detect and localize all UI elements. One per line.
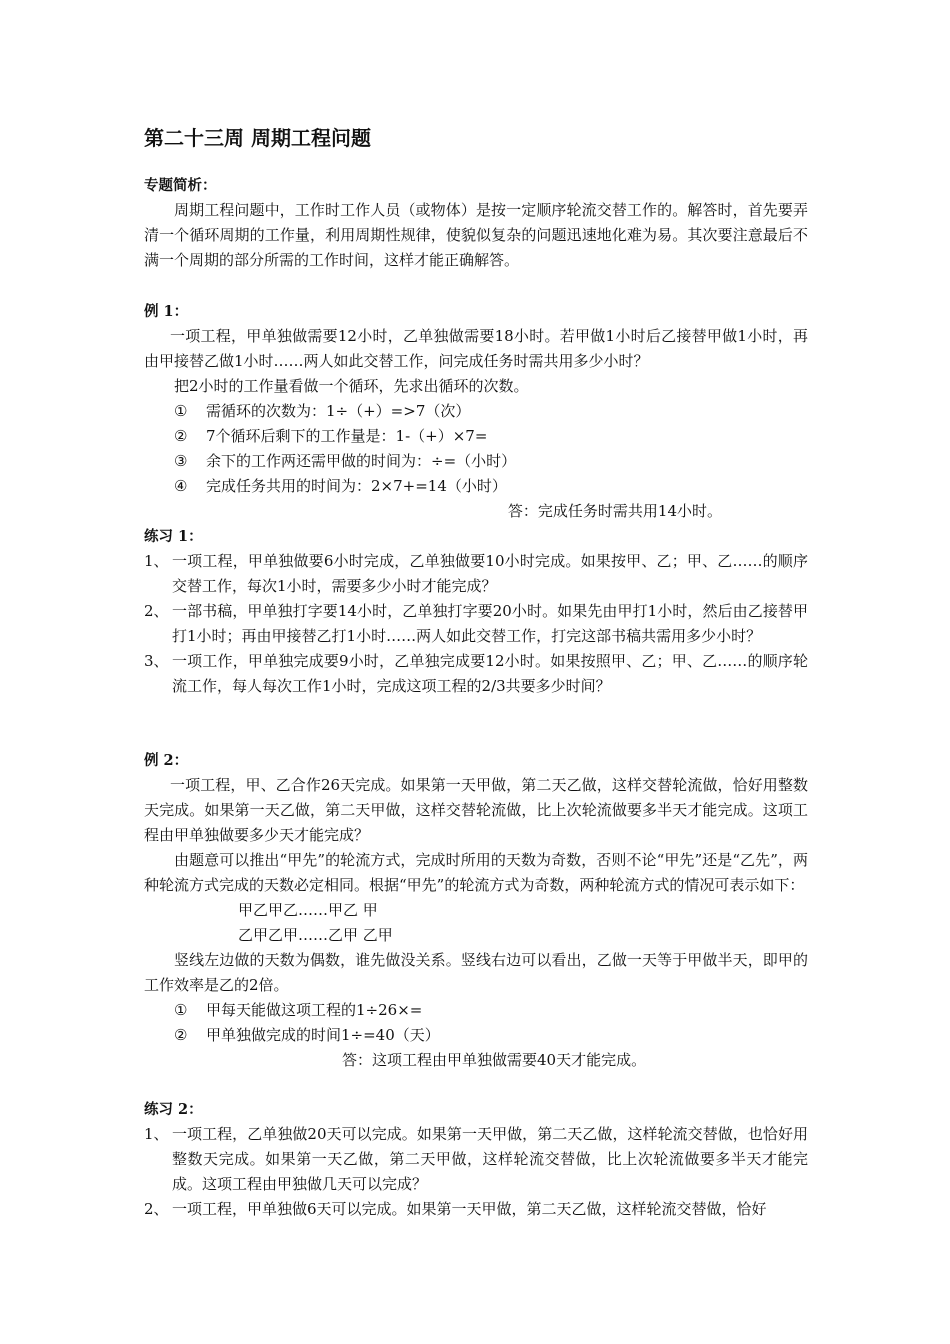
example2-answer: 答：这项工程由甲单独做需要40天才能完成。: [342, 1051, 647, 1069]
page-title: 第二十三周 周期工程问题: [144, 126, 371, 150]
practice1-heading: 练习 1：: [144, 528, 203, 545]
example1-answer: 答：完成任务时需共用14小时。: [507, 502, 722, 520]
practice-item: 1、 一项工程，甲单独做要6小时完成，乙单独做要10小时完成。如果按甲、乙；甲、乙……的顺序交替工作，每次1小时，需要多少小时才能完成？: [144, 552, 808, 595]
example2-heading: 例 2：: [144, 752, 189, 769]
example2-step: ② 甲单独做完成的时间1÷=40（天）: [174, 1026, 440, 1044]
practice2-section: [144, 1097, 808, 1222]
intro-section: [144, 173, 808, 273]
practice-item: 3、 一项工作，甲单独完成要9小时，乙单独完成要12小时。如果按照甲、乙；甲、乙……的顺序轮流工作，每人每次工作1小时，完成这项工程的2/3共要多少时间？: [144, 652, 808, 695]
intro-heading: 专题简析：: [144, 177, 217, 194]
example1-step: ③ 余下的工作两还需甲做的时间为：÷=（小时）: [174, 452, 517, 470]
example1-analysis: 把2小时的工作量看做一个循环，先求出循环的次数。: [174, 377, 529, 395]
example1-section: [144, 299, 808, 524]
example1-heading: 例 1：: [144, 303, 189, 320]
example1-step: ② 7个循环后剩下的工作量是：1-（+）×7=: [174, 427, 488, 445]
example2-problem: 一项工程，甲、乙合作26天完成。如果第一天甲做，第二天乙做，这样交替轮流做，恰好用整数天完成。如果第一天乙做，第二天甲做，这样交替轮流做，比上次轮流做要多半天才能完成。这项工程由甲单独做要多少天才能完成？: [144, 776, 808, 844]
example2-analysis: 由题意可以推出“甲先”的轮流方式，完成时所用的天数为奇数，否则不论“甲先”还是“乙先”，两种轮流方式完成的天数必定相同。根据“甲先”的轮流方式为奇数，两种轮流方式的情况可表示如下：: [144, 851, 808, 894]
example2-pattern-2: 乙甲乙甲……乙甲 乙甲: [238, 926, 393, 944]
example1-step: ④ 完成任务共用的时间为：2×7+=14（小时）: [174, 477, 507, 495]
example1-step: ① 需循环的次数为：1÷（+）=>7（次）: [174, 402, 471, 420]
example2-reasoning: 竖线左边做的天数为偶数，谁先做没关系。竖线右边可以看出，乙做一天等于甲做半天，即甲的工作效率是乙的2倍。: [144, 951, 808, 994]
example1-problem: 一项工程，甲单独做需要12小时，乙单独做需要18小时。若甲做1小时后乙接替甲做1小时，再由甲接替乙做1小时……两人如此交替工作，问完成任务时需共用多少小时？: [144, 327, 808, 370]
intro-text: 周期工程问题中，工作时工作人员（或物体）是按一定顺序轮流交替工作的。解答时，首先要弄清一个循环周期的工作量，利用周期性规律，使貌似复杂的问题迅速地化难为易。其次要注意最后不满一个周期的部分所需的工作时间，这样才能正确解答。: [144, 201, 808, 269]
example2-step: ① 甲每天能做这项工程的1÷26×=: [174, 1001, 423, 1019]
practice2-heading: 练习 2：: [144, 1101, 203, 1118]
practice-item: 1、 一项工程，乙单独做20天可以完成。如果第一天甲做，第二天乙做，这样轮流交替做，也恰好用整数天完成。如果第一天乙做，第二天甲做，这样轮流交替做，比上次轮流做要多半天才能完成。这项工程由甲独做几天可以完成？: [144, 1125, 808, 1193]
practice-item: 2、 一项工程，甲单独做6天可以完成。如果第一天甲做，第二天乙做，这样轮流交替做，恰好: [144, 1200, 767, 1218]
practice1-section: [144, 524, 808, 699]
example2-pattern-1: 甲乙甲乙……甲乙 甲: [238, 901, 378, 919]
example2-section: [144, 748, 808, 1073]
practice-item: 2、 一部书稿，甲单独打字要14小时，乙单独打字要20小时。如果先由甲打1小时，然后由乙接替甲打1小时；再由甲接替乙打1小时……两人如此交替工作，打完这部书稿共需用多少小时？: [144, 602, 808, 645]
